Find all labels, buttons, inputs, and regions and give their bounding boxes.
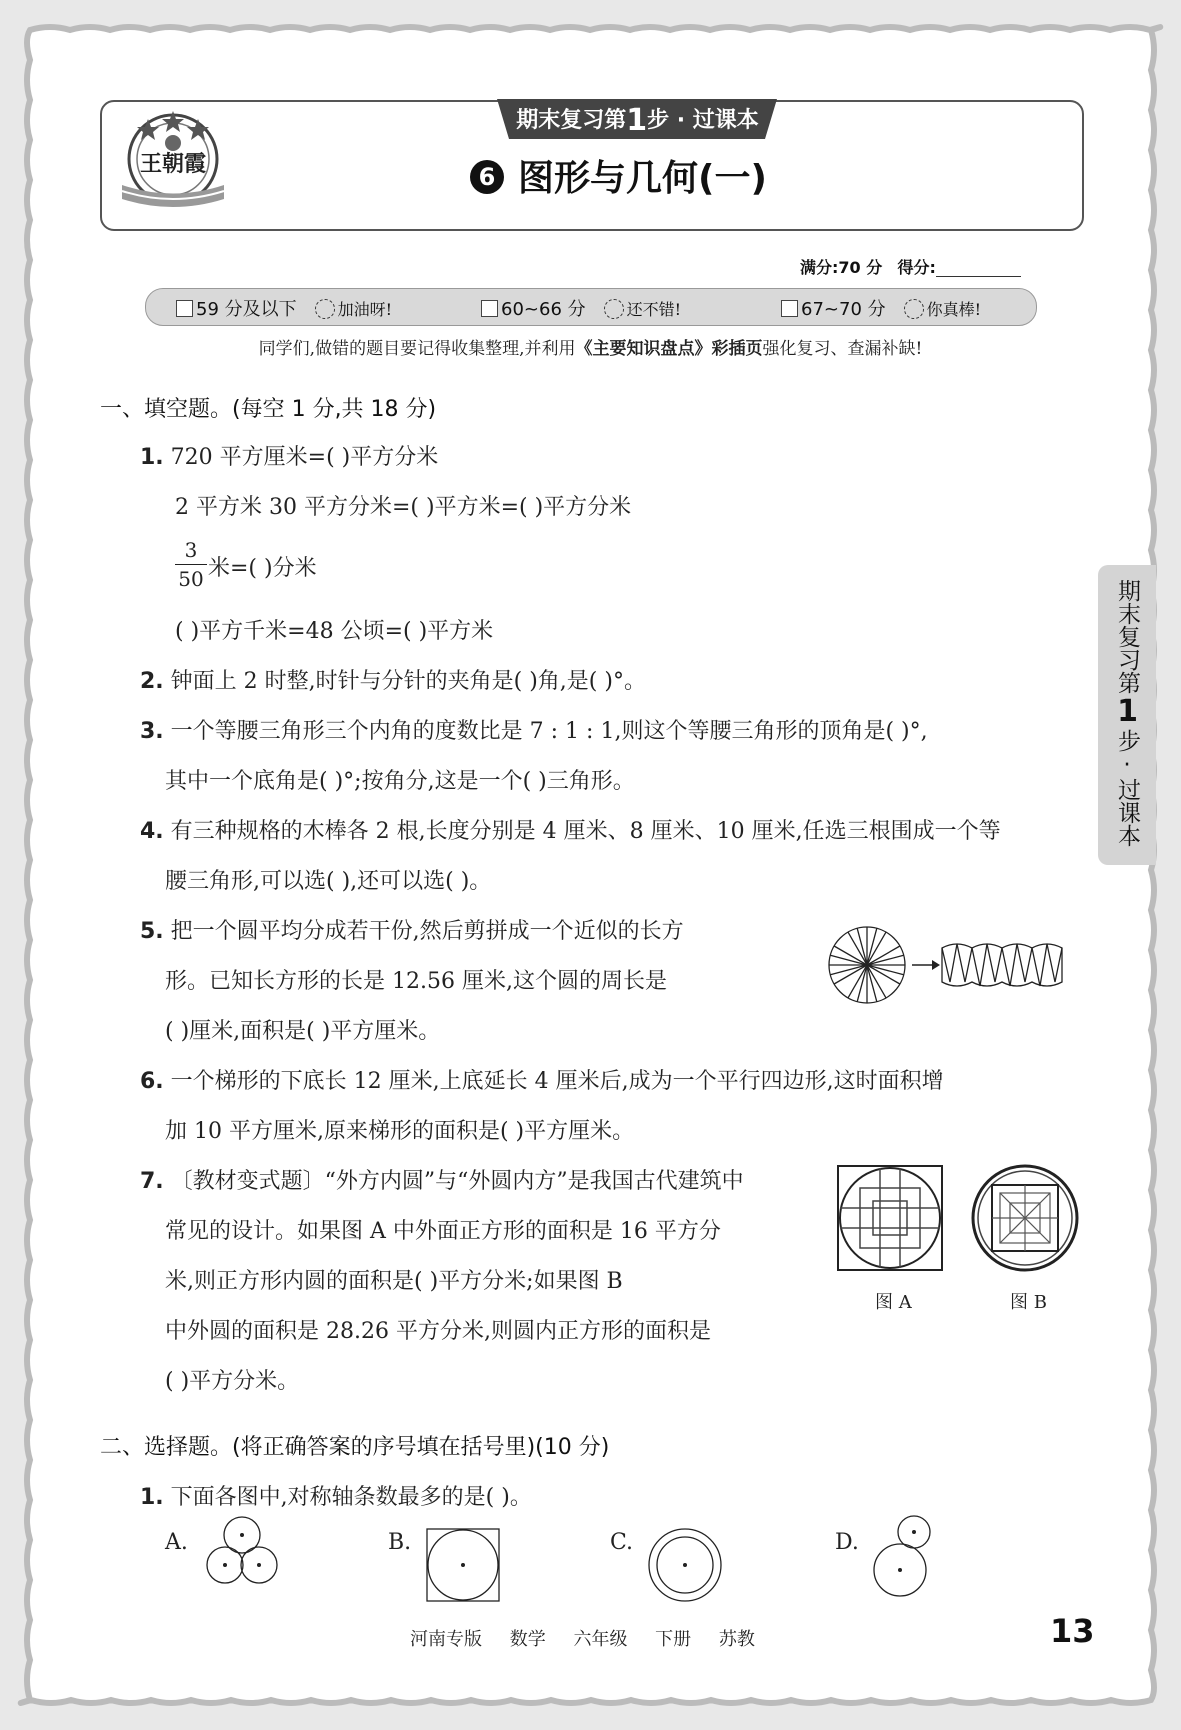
figure-a-square-circle-icon <box>835 1163 945 1273</box>
figure-a-label: 图 A <box>875 1292 912 1313</box>
circle-to-rectangle-figure <box>822 920 1072 1010</box>
question-line: 6. 一个梯形的下底长 12 厘米,上底延长 4 厘米后,成为一个平行四边形,这时面积增 <box>140 1069 944 1094</box>
question-line: 3. 一个等腰三角形三个内角的度数比是 7 : 1 : 1,则这个等腰三角形的顶角是( )°, <box>140 719 928 744</box>
question-line: 4. 有三种规格的木棒各 2 根,长度分别是 4 厘米、8 厘米、10 厘米,任选三根围成一个等 <box>140 819 1001 844</box>
option-d-label[interactable]: D. <box>835 1530 859 1555</box>
brand-logo-icon <box>118 107 228 217</box>
question-line: 2. 钟面上 2 时整,时针与分针的夹角是( )角,是( )°。 <box>140 669 646 694</box>
question-line: 中外圆的面积是 28.26 平方分米,则圆内正方形的面积是 <box>165 1319 711 1344</box>
option-a-three-circles-icon[interactable] <box>200 1510 285 1605</box>
question-line: ( )厘米,面积是( )平方厘米。 <box>165 1019 441 1044</box>
option-b-square-circle-icon[interactable] <box>423 1525 503 1605</box>
figure-b-label: 图 B <box>1010 1292 1047 1313</box>
unit-number-badge: 6 <box>470 160 504 194</box>
side-tab: 期末复习第1步·过课本 <box>1098 565 1156 865</box>
question-line: ( )平方千米=48 公顷=( )平方米 <box>175 619 494 644</box>
score-line: 满分:70 分 得分: <box>800 255 1021 278</box>
section-2-heading: 二、选择题。(将正确答案的序号填在括号里)(10 分) <box>100 1435 610 1460</box>
question-line: 其中一个底角是( )°;按角分,这是一个( )三角形。 <box>165 769 635 794</box>
svg-text:王朝霞: 王朝霞 <box>139 151 207 177</box>
figure-b-circle-square-icon <box>970 1163 1080 1273</box>
question-line: 常见的设计。如果图 A 中外面正方形的面积是 16 平方分 <box>165 1219 721 1244</box>
question-line: 7. 〔教材变式题〕“外方内圆”与“外圆内方”是我国古代建筑中 <box>140 1169 744 1194</box>
grade-item-mid: 60~66 分 还不错! <box>481 295 681 321</box>
footer-info: 河南专版 数学 六年级 下册 苏教 <box>410 1629 755 1650</box>
grade-checkbox-high[interactable] <box>781 300 798 317</box>
question-line: 形。已知长方形的长是 12.56 厘米,这个圆的周长是 <box>165 969 667 994</box>
question-line: ( )平方分米。 <box>165 1369 300 1394</box>
grade-checkbox-mid[interactable] <box>481 300 498 317</box>
page-number: 13 <box>1050 1612 1095 1650</box>
banner-label: 期末复习第1步 · 过课本 <box>516 103 759 138</box>
question-line: 1. 下面各图中,对称轴条数最多的是( )。 <box>140 1485 532 1510</box>
grade-bar <box>145 288 1037 326</box>
score-blank[interactable] <box>936 260 1021 277</box>
question-line: 米=( )分米 <box>208 556 317 581</box>
question-line: 5. 把一个圆平均分成若干份,然后剪拼成一个近似的长方 <box>140 919 684 944</box>
question-line: 加 10 平方厘米,原来梯形的面积是( )平方厘米。 <box>165 1119 635 1144</box>
grade-checkbox-low[interactable] <box>176 300 193 317</box>
face-icon <box>315 299 335 319</box>
face-icon <box>604 299 624 319</box>
grade-item-low: 59 分及以下 加油呀! <box>176 295 392 321</box>
question-line: 米,则正方形内圆的面积是( )平方分米;如果图 B <box>165 1269 623 1294</box>
section-1-heading: 一、填空题。(每空 1 分,共 18 分) <box>100 397 437 422</box>
question-line: 1. 720 平方厘米=( )平方分米 <box>140 445 439 470</box>
question-line: 2 平方米 30 平方分米=( )平方米=( )平方分米 <box>175 495 632 520</box>
page-title: 6 图形与几何(一) <box>470 150 767 201</box>
fraction: 3 50 <box>175 538 207 591</box>
option-c-concentric-circles-icon[interactable] <box>645 1525 725 1605</box>
question-line: 腰三角形,可以选( ),还可以选( )。 <box>165 869 492 894</box>
study-note: 同学们,做错的题目要记得收集整理,并利用《主要知识盘点》彩插页强化复习、查漏补缺! <box>258 339 923 359</box>
grade-item-high: 67~70 分 你真棒! <box>781 295 981 321</box>
option-a-label[interactable]: A. <box>165 1530 188 1555</box>
option-c-label[interactable]: C. <box>610 1530 634 1555</box>
option-d-two-circles-icon[interactable] <box>870 1510 940 1605</box>
face-icon <box>904 299 924 319</box>
option-b-label[interactable]: B. <box>388 1530 412 1555</box>
